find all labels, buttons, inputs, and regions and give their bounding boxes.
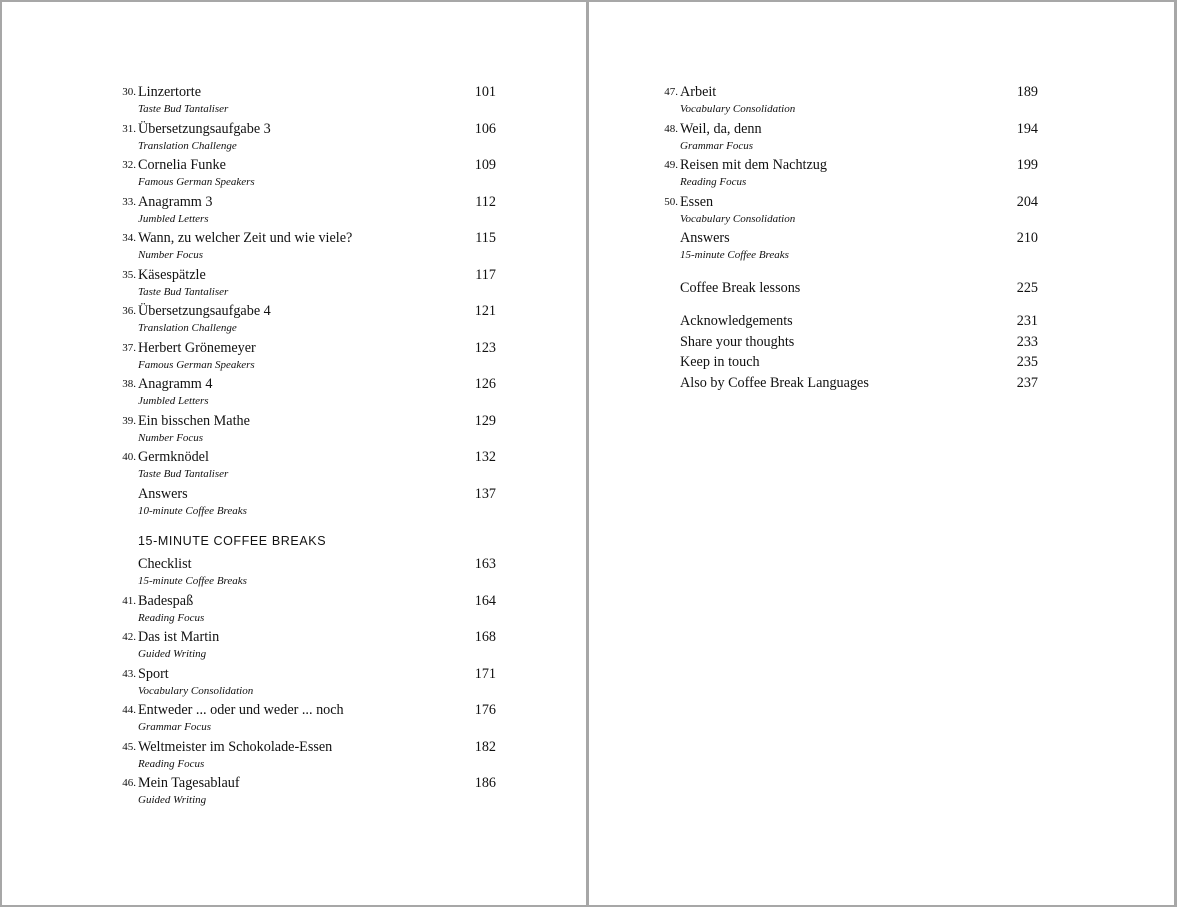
toc-entry-number: 41. bbox=[122, 594, 136, 607]
toc-entry-title: Weltmeister im Schokolade-Essen bbox=[138, 738, 333, 755]
toc-entry-number: 31. bbox=[122, 122, 136, 135]
toc-entry-subtitle: Vocabulary Consolidation bbox=[680, 212, 796, 225]
toc-entry-title: Acknowledgements bbox=[680, 313, 793, 329]
toc-entry-title: Checklist bbox=[138, 556, 192, 572]
toc-entry[interactable] bbox=[114, 593, 498, 630]
toc-entry-title: Reisen mit dem Nachtzug bbox=[680, 157, 827, 173]
toc-entry-page: 121 bbox=[474, 303, 496, 319]
toc-entry-page: 123 bbox=[474, 339, 496, 356]
toc-entry-number: 47. bbox=[664, 86, 678, 98]
toc-entry-page: 109 bbox=[474, 157, 496, 173]
toc-entry[interactable] bbox=[656, 354, 1040, 375]
toc-entry-title: Badespaß bbox=[138, 592, 194, 609]
left-page bbox=[2, 2, 586, 905]
toc-entry-page: 137 bbox=[474, 485, 496, 502]
toc-entry-page: 204 bbox=[1016, 193, 1038, 210]
toc-entry[interactable] bbox=[114, 486, 498, 523]
toc-entry-page: 132 bbox=[474, 449, 496, 465]
toc-entry-coffee-break-lessons[interactable] bbox=[656, 280, 1040, 301]
toc-entry-page: 164 bbox=[474, 592, 496, 609]
toc-entry-subtitle: 10-minute Coffee Breaks bbox=[138, 504, 247, 517]
toc-entry-subtitle: Taste Bud Tantaliser bbox=[138, 468, 229, 480]
toc-list-15-minute-continued bbox=[656, 84, 1040, 267]
toc-entry-subtitle: Grammar Focus bbox=[680, 139, 754, 152]
toc-entry-number: 45. bbox=[122, 740, 136, 753]
toc-entry-number: 32. bbox=[122, 159, 136, 171]
toc-entry-subtitle: Reading Focus bbox=[680, 176, 747, 188]
toc-entry[interactable] bbox=[656, 313, 1040, 334]
toc-entry[interactable] bbox=[656, 194, 1040, 231]
toc-entry-subtitle: Taste Bud Tantaliser bbox=[138, 285, 229, 298]
toc-entry-page: 126 bbox=[474, 376, 496, 392]
toc-entry[interactable] bbox=[114, 230, 498, 267]
toc-entry[interactable] bbox=[114, 556, 498, 593]
toc-entry-subtitle: 15-minute Coffee Breaks bbox=[680, 249, 789, 261]
toc-entry[interactable] bbox=[114, 194, 498, 231]
toc-entry[interactable] bbox=[114, 267, 498, 304]
toc-entry-subtitle: Famous German Speakers bbox=[138, 176, 255, 188]
toc-entry-number: 44. bbox=[122, 704, 136, 716]
toc-entry-title: Weil, da, denn bbox=[680, 120, 762, 137]
toc-entry[interactable] bbox=[114, 303, 498, 340]
toc-entry-title: Das ist Martin bbox=[138, 629, 220, 645]
toc-entry-subtitle: Number Focus bbox=[138, 431, 204, 444]
section-heading: 15-MINUTE COFFEE BREAKS bbox=[138, 534, 327, 548]
toc-entry-page: 182 bbox=[474, 738, 496, 755]
toc-entry-title: Arbeit bbox=[680, 84, 717, 100]
toc-entry-title: Wann, zu welcher Zeit und wie viele? bbox=[138, 230, 353, 246]
toc-entry[interactable] bbox=[114, 157, 498, 194]
toc-entry[interactable] bbox=[114, 775, 498, 812]
toc-entry-number: 38. bbox=[122, 378, 136, 390]
toc-entry[interactable] bbox=[114, 376, 498, 413]
toc-entry[interactable] bbox=[656, 84, 1040, 121]
toc-entry-title: Linzertorte bbox=[138, 84, 202, 100]
toc-entry-subtitle: Jumbled Letters bbox=[138, 212, 209, 225]
toc-entry-title: Anagramm 3 bbox=[138, 193, 213, 210]
toc-column-left bbox=[114, 84, 498, 812]
toc-entry-page: 112 bbox=[475, 193, 496, 210]
toc-entry-subtitle: Taste Bud Tantaliser bbox=[138, 103, 229, 115]
toc-entry[interactable] bbox=[114, 84, 498, 121]
toc-entry-number: 33. bbox=[122, 195, 136, 208]
toc-entry[interactable] bbox=[114, 739, 498, 776]
toc-back-matter bbox=[656, 313, 1040, 395]
toc-entry[interactable] bbox=[114, 666, 498, 703]
toc-entry[interactable] bbox=[114, 340, 498, 377]
toc-entry[interactable] bbox=[656, 334, 1040, 355]
toc-entry-number: 42. bbox=[122, 631, 136, 643]
toc-entry-title: Coffee Break lessons bbox=[680, 279, 801, 296]
toc-entry-number: 36. bbox=[122, 305, 136, 317]
toc-entry-page: 171 bbox=[474, 665, 496, 682]
toc-entry-subtitle: 15-minute Coffee Breaks bbox=[138, 575, 247, 587]
toc-entry-subtitle: Famous German Speakers bbox=[138, 358, 255, 371]
toc-entry-subtitle: Vocabulary Consolidation bbox=[138, 684, 254, 697]
toc-entry-title: Germknödel bbox=[138, 449, 209, 465]
toc-column-right bbox=[656, 84, 1040, 395]
toc-entry[interactable] bbox=[656, 230, 1040, 267]
toc-entry-title: Answers bbox=[680, 230, 730, 246]
toc-entry[interactable] bbox=[114, 121, 498, 158]
toc-entry-page: 168 bbox=[474, 629, 496, 645]
toc-entry-page: 101 bbox=[474, 84, 496, 100]
toc-entry-title: Keep in touch bbox=[680, 354, 760, 370]
toc-entry-page: 117 bbox=[475, 266, 496, 283]
toc-entry-page: 233 bbox=[1016, 333, 1038, 350]
toc-entry-subtitle: Reading Focus bbox=[138, 757, 205, 770]
toc-entry[interactable] bbox=[114, 449, 498, 486]
toc-entry-title: Anagramm 4 bbox=[138, 376, 213, 392]
toc-entry-number: 49. bbox=[664, 159, 678, 171]
toc-entry-number: 30. bbox=[122, 86, 136, 98]
toc-entry-title: Share your thoughts bbox=[680, 333, 795, 350]
toc-entry-subtitle: Vocabulary Consolidation bbox=[680, 103, 796, 115]
toc-entry-page: 225 bbox=[1016, 279, 1038, 296]
toc-entry-subtitle: Reading Focus bbox=[138, 611, 205, 624]
toc-entry-title: Essen bbox=[680, 193, 714, 210]
toc-entry-number: 40. bbox=[122, 451, 136, 463]
toc-entry-subtitle: Translation Challenge bbox=[138, 139, 237, 152]
toc-entry-subtitle: Jumbled Letters bbox=[138, 395, 209, 407]
toc-entry-page: 129 bbox=[474, 412, 496, 429]
toc-entry-page: 210 bbox=[1016, 230, 1038, 246]
toc-entry-number: 34. bbox=[122, 232, 136, 244]
toc-entry-page: 237 bbox=[1016, 374, 1038, 391]
toc-entry[interactable] bbox=[656, 375, 1040, 396]
toc-entry-subtitle: Translation Challenge bbox=[138, 322, 237, 334]
toc-entry-page: 186 bbox=[474, 775, 496, 791]
toc-entry-title: Sport bbox=[138, 665, 169, 682]
toc-entry-title: Herbert Grönemeyer bbox=[138, 339, 256, 356]
toc-list-15-minute bbox=[114, 556, 498, 812]
toc-entry[interactable] bbox=[114, 629, 498, 666]
toc-entry-title: Answers bbox=[138, 485, 188, 502]
toc-entry-number: 48. bbox=[664, 122, 678, 135]
toc-entry[interactable] bbox=[114, 702, 498, 739]
toc-entry-title: Cornelia Funke bbox=[138, 157, 226, 173]
toc-entry-subtitle: Grammar Focus bbox=[138, 721, 212, 733]
toc-entry[interactable] bbox=[114, 413, 498, 450]
toc-entry-title: Mein Tagesablauf bbox=[138, 775, 240, 791]
toc-list-10-minute bbox=[114, 84, 498, 522]
toc-entry-page: 231 bbox=[1016, 313, 1038, 329]
toc-entry-page: 106 bbox=[474, 120, 496, 137]
toc-entry-page: 199 bbox=[1016, 157, 1038, 173]
toc-entry-subtitle: Number Focus bbox=[138, 249, 204, 261]
toc-entry-title: Käsespätzle bbox=[138, 266, 206, 283]
toc-entry-title: Entweder ... oder und weder ... noch bbox=[138, 702, 344, 718]
toc-entry-number: 50. bbox=[664, 195, 678, 208]
toc-entry-page: 189 bbox=[1016, 84, 1038, 100]
toc-entry-number: 46. bbox=[122, 777, 136, 789]
toc-entry-number: 37. bbox=[122, 341, 136, 354]
toc-entry-subtitle: Guided Writing bbox=[138, 794, 207, 806]
toc-entry[interactable] bbox=[656, 121, 1040, 158]
toc-entry-subtitle: Guided Writing bbox=[138, 648, 207, 660]
toc-entry[interactable] bbox=[656, 157, 1040, 194]
toc-entry-number: 35. bbox=[122, 268, 136, 281]
toc-entry-title: Übersetzungsaufgabe 4 bbox=[138, 303, 271, 319]
toc-entry-title: Übersetzungsaufgabe 3 bbox=[138, 120, 271, 137]
toc-entry-page: 194 bbox=[1016, 120, 1038, 137]
toc-entry-page: 163 bbox=[474, 556, 496, 572]
toc-entry-page: 115 bbox=[475, 230, 496, 246]
toc-entry-number: 43. bbox=[122, 667, 136, 680]
toc-entry-page: 176 bbox=[474, 702, 496, 718]
toc-entry-number: 39. bbox=[122, 414, 136, 427]
right-page bbox=[589, 2, 1174, 905]
toc-entry-title: Also by Coffee Break Languages bbox=[680, 374, 869, 391]
toc-entry-title: Ein bisschen Mathe bbox=[138, 412, 250, 429]
toc-entry-page: 235 bbox=[1016, 354, 1038, 370]
